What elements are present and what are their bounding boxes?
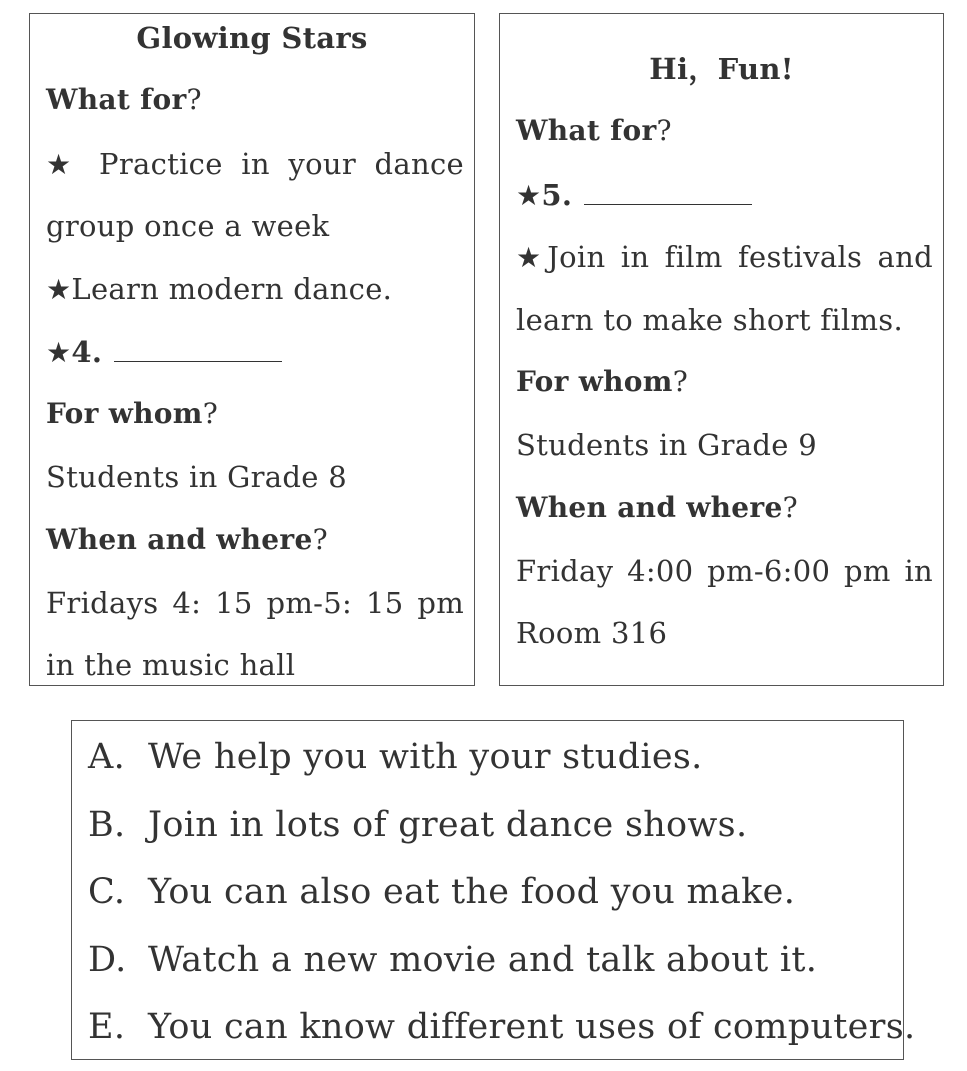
list-item-continuation: group once a week [46, 209, 330, 243]
when-where-value: Fridays 4: 15 pm-5: 15 pm [46, 586, 464, 620]
option-d: D. Watch a new movie and talk about it. [88, 940, 818, 980]
option-e: E. You can know different uses of computers. [88, 1007, 916, 1047]
for-whom-value: Students in Grade 8 [46, 460, 347, 494]
star-icon: ★ [516, 241, 548, 274]
list-item: ★ Practice in your dance [46, 147, 464, 181]
star-icon: ★ [46, 336, 72, 369]
for-whom-value: Students in Grade 9 [516, 428, 817, 462]
option-a: A. We help you with your studies. [88, 737, 703, 777]
what-for-heading: What for? [46, 83, 202, 116]
for-whom-heading: For whom? [46, 397, 218, 430]
star-icon: ★ [46, 273, 72, 306]
star-icon: ★ [46, 148, 81, 181]
list-item-continuation: learn to make short films. [516, 303, 903, 337]
answer-blank-4[interactable] [114, 335, 282, 362]
when-where-value-continuation: Room 316 [516, 616, 668, 650]
when-where-heading: When and where? [46, 523, 328, 556]
answer-options-box [71, 720, 916, 1060]
when-where-value: Friday 4:00 pm-6:00 pm in [516, 554, 933, 588]
list-item-blank-4: ★4. [46, 334, 464, 371]
what-for-heading: What for? [516, 114, 672, 147]
list-item: ★Join in film festivals and [516, 240, 933, 274]
glowing-stars-card [29, 13, 475, 686]
when-where-heading: When and where? [516, 491, 798, 524]
option-c: C. You can also eat the food you make. [88, 872, 796, 912]
list-item: ★Learn modern dance. [46, 272, 393, 306]
for-whom-heading: For whom? [516, 365, 688, 398]
star-icon: ★ [516, 179, 542, 212]
card-title: Glowing Stars [136, 21, 368, 55]
hi-fun-card [499, 13, 944, 686]
answer-blank-5[interactable] [584, 178, 752, 205]
when-where-value-continuation: in the music hall [46, 648, 296, 682]
list-item-blank-5: ★5. [516, 177, 933, 214]
card-title: Hi，Fun! [649, 52, 794, 86]
option-b: B. Join in lots of great dance shows. [88, 805, 748, 845]
